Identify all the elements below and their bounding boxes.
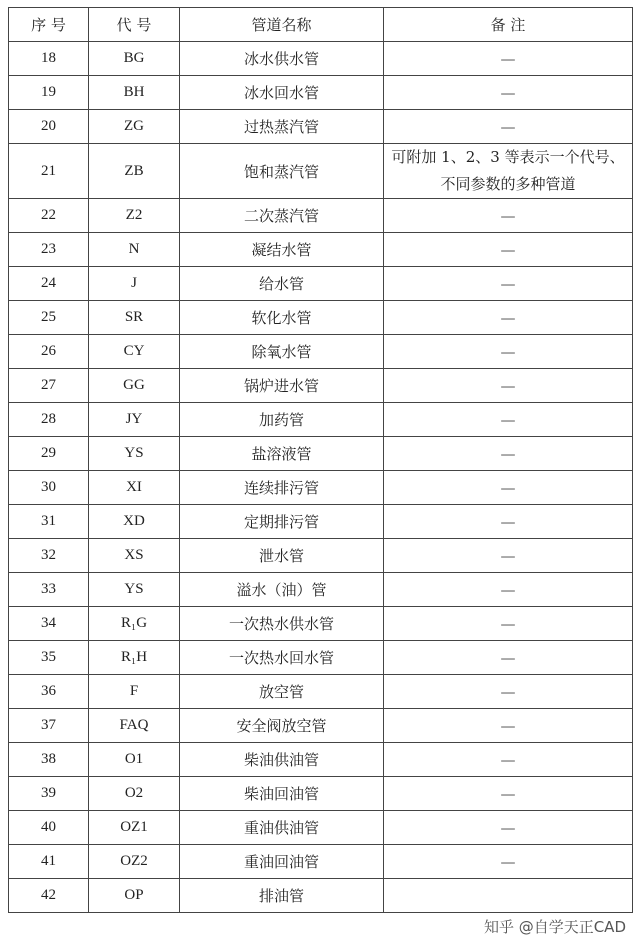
table-row <box>9 811 633 845</box>
row-note: — <box>384 42 633 76</box>
row-note: — <box>384 369 633 403</box>
row-note: — <box>384 845 633 879</box>
table-row <box>9 267 633 301</box>
row-pipe-name: 柴油供油管 <box>180 743 384 777</box>
row-no: 41 <box>9 845 89 879</box>
row-code: ZG <box>89 110 180 144</box>
row-note: — <box>384 573 633 607</box>
row-note: — <box>384 110 633 144</box>
table-row <box>9 607 633 641</box>
row-note: — <box>384 743 633 777</box>
row-note: — <box>384 709 633 743</box>
header-row <box>9 8 633 42</box>
row-pipe-name: 给水管 <box>180 267 384 301</box>
row-pipe-name: 泄水管 <box>180 539 384 573</box>
row-note: — <box>384 505 633 539</box>
table-row <box>9 471 633 505</box>
row-no: 22 <box>9 199 89 233</box>
row-code: XI <box>89 471 180 505</box>
table-body <box>9 42 633 913</box>
row-note: — <box>384 437 633 471</box>
row-code: Z2 <box>89 199 180 233</box>
row-code: R₁G <box>89 607 180 641</box>
row-note: — <box>384 335 633 369</box>
table-row <box>9 301 633 335</box>
row-code: BH <box>89 76 180 110</box>
row-note: — <box>384 233 633 267</box>
table-row <box>9 42 633 76</box>
header-name: 管道名称 <box>180 8 384 42</box>
row-pipe-name: 定期排污管 <box>180 505 384 539</box>
row-no: 37 <box>9 709 89 743</box>
row-pipe-name: 二次蒸汽管 <box>180 199 384 233</box>
row-pipe-name: 盐溶液管 <box>180 437 384 471</box>
row-note: — <box>384 267 633 301</box>
row-note: — <box>384 607 633 641</box>
row-note: — <box>384 811 633 845</box>
row-pipe-name: 重油供油管 <box>180 811 384 845</box>
row-code: ZB <box>89 144 180 199</box>
table-row <box>9 369 633 403</box>
table-row <box>9 539 633 573</box>
table-row <box>9 879 633 913</box>
row-code: OZ2 <box>89 845 180 879</box>
row-pipe-name: 溢水（油）管 <box>180 573 384 607</box>
row-pipe-name: 加药管 <box>180 403 384 437</box>
row-no: 26 <box>9 335 89 369</box>
row-no: 19 <box>9 76 89 110</box>
row-pipe-name: 放空管 <box>180 675 384 709</box>
table-row <box>9 641 633 675</box>
row-code: OZ1 <box>89 811 180 845</box>
row-note: — <box>384 641 633 675</box>
table-row <box>9 743 633 777</box>
row-note: — <box>384 199 633 233</box>
row-no: 34 <box>9 607 89 641</box>
row-note: — <box>384 471 633 505</box>
table-row <box>9 403 633 437</box>
row-code: F <box>89 675 180 709</box>
watermark: 知乎 @自学天正CAD <box>483 918 626 936</box>
row-note: — <box>384 301 633 335</box>
row-pipe-name: 饱和蒸汽管 <box>180 144 384 199</box>
row-no: 20 <box>9 110 89 144</box>
row-no: 42 <box>9 879 89 913</box>
row-no: 24 <box>9 267 89 301</box>
row-pipe-name: 冰水供水管 <box>180 42 384 76</box>
row-pipe-name: 冰水回水管 <box>180 76 384 110</box>
table-row <box>9 233 633 267</box>
table-row <box>9 777 633 811</box>
table-row <box>9 675 633 709</box>
row-pipe-name: 软化水管 <box>180 301 384 335</box>
row-pipe-name: 安全阀放空管 <box>180 709 384 743</box>
row-note: — <box>384 76 633 110</box>
row-code: XS <box>89 539 180 573</box>
row-pipe-name: 排油管 <box>180 879 384 913</box>
table-header <box>9 8 633 42</box>
row-no: 27 <box>9 369 89 403</box>
row-no: 35 <box>9 641 89 675</box>
row-note: — <box>384 403 633 437</box>
row-no: 21 <box>9 144 89 199</box>
row-pipe-name: 重油回油管 <box>180 845 384 879</box>
table-row <box>9 709 633 743</box>
row-code: CY <box>89 335 180 369</box>
header-no: 序 号 <box>9 8 89 42</box>
row-code: J <box>89 267 180 301</box>
row-note <box>384 879 633 913</box>
row-pipe-name: 过热蒸汽管 <box>180 110 384 144</box>
row-code: BG <box>89 42 180 76</box>
header-note: 备 注 <box>384 8 633 42</box>
pipe-code-table <box>8 7 633 913</box>
row-code: SR <box>89 301 180 335</box>
row-pipe-name: 一次热水供水管 <box>180 607 384 641</box>
row-code: YS <box>89 573 180 607</box>
row-no: 39 <box>9 777 89 811</box>
row-code: OP <box>89 879 180 913</box>
table-row <box>9 144 633 199</box>
row-note: — <box>384 539 633 573</box>
row-no: 18 <box>9 42 89 76</box>
row-note: — <box>384 777 633 811</box>
row-pipe-name: 连续排污管 <box>180 471 384 505</box>
table-row <box>9 335 633 369</box>
table-row <box>9 110 633 144</box>
row-code: O2 <box>89 777 180 811</box>
row-no: 38 <box>9 743 89 777</box>
row-no: 33 <box>9 573 89 607</box>
header-code: 代 号 <box>89 8 180 42</box>
row-no: 40 <box>9 811 89 845</box>
row-no: 25 <box>9 301 89 335</box>
row-pipe-name: 一次热水回水管 <box>180 641 384 675</box>
table-row <box>9 437 633 471</box>
row-pipe-name: 除氧水管 <box>180 335 384 369</box>
table-row <box>9 76 633 110</box>
row-pipe-name: 柴油回油管 <box>180 777 384 811</box>
row-code: R₁H <box>89 641 180 675</box>
row-no: 36 <box>9 675 89 709</box>
row-pipe-name: 凝结水管 <box>180 233 384 267</box>
row-code: YS <box>89 437 180 471</box>
table-row <box>9 573 633 607</box>
row-code: XD <box>89 505 180 539</box>
row-code: O1 <box>89 743 180 777</box>
row-no: 30 <box>9 471 89 505</box>
row-no: 31 <box>9 505 89 539</box>
row-note: — <box>384 675 633 709</box>
row-code: GG <box>89 369 180 403</box>
table-row <box>9 505 633 539</box>
row-code: FAQ <box>89 709 180 743</box>
row-pipe-name: 锅炉进水管 <box>180 369 384 403</box>
row-no: 28 <box>9 403 89 437</box>
row-no: 32 <box>9 539 89 573</box>
row-no: 29 <box>9 437 89 471</box>
table-row <box>9 845 633 879</box>
row-code: N <box>89 233 180 267</box>
row-code: JY <box>89 403 180 437</box>
row-no: 23 <box>9 233 89 267</box>
table-row <box>9 199 633 233</box>
row-note: 可附加 1、2、3 等表示一个代号、不同参数的多种管道 <box>384 144 633 199</box>
